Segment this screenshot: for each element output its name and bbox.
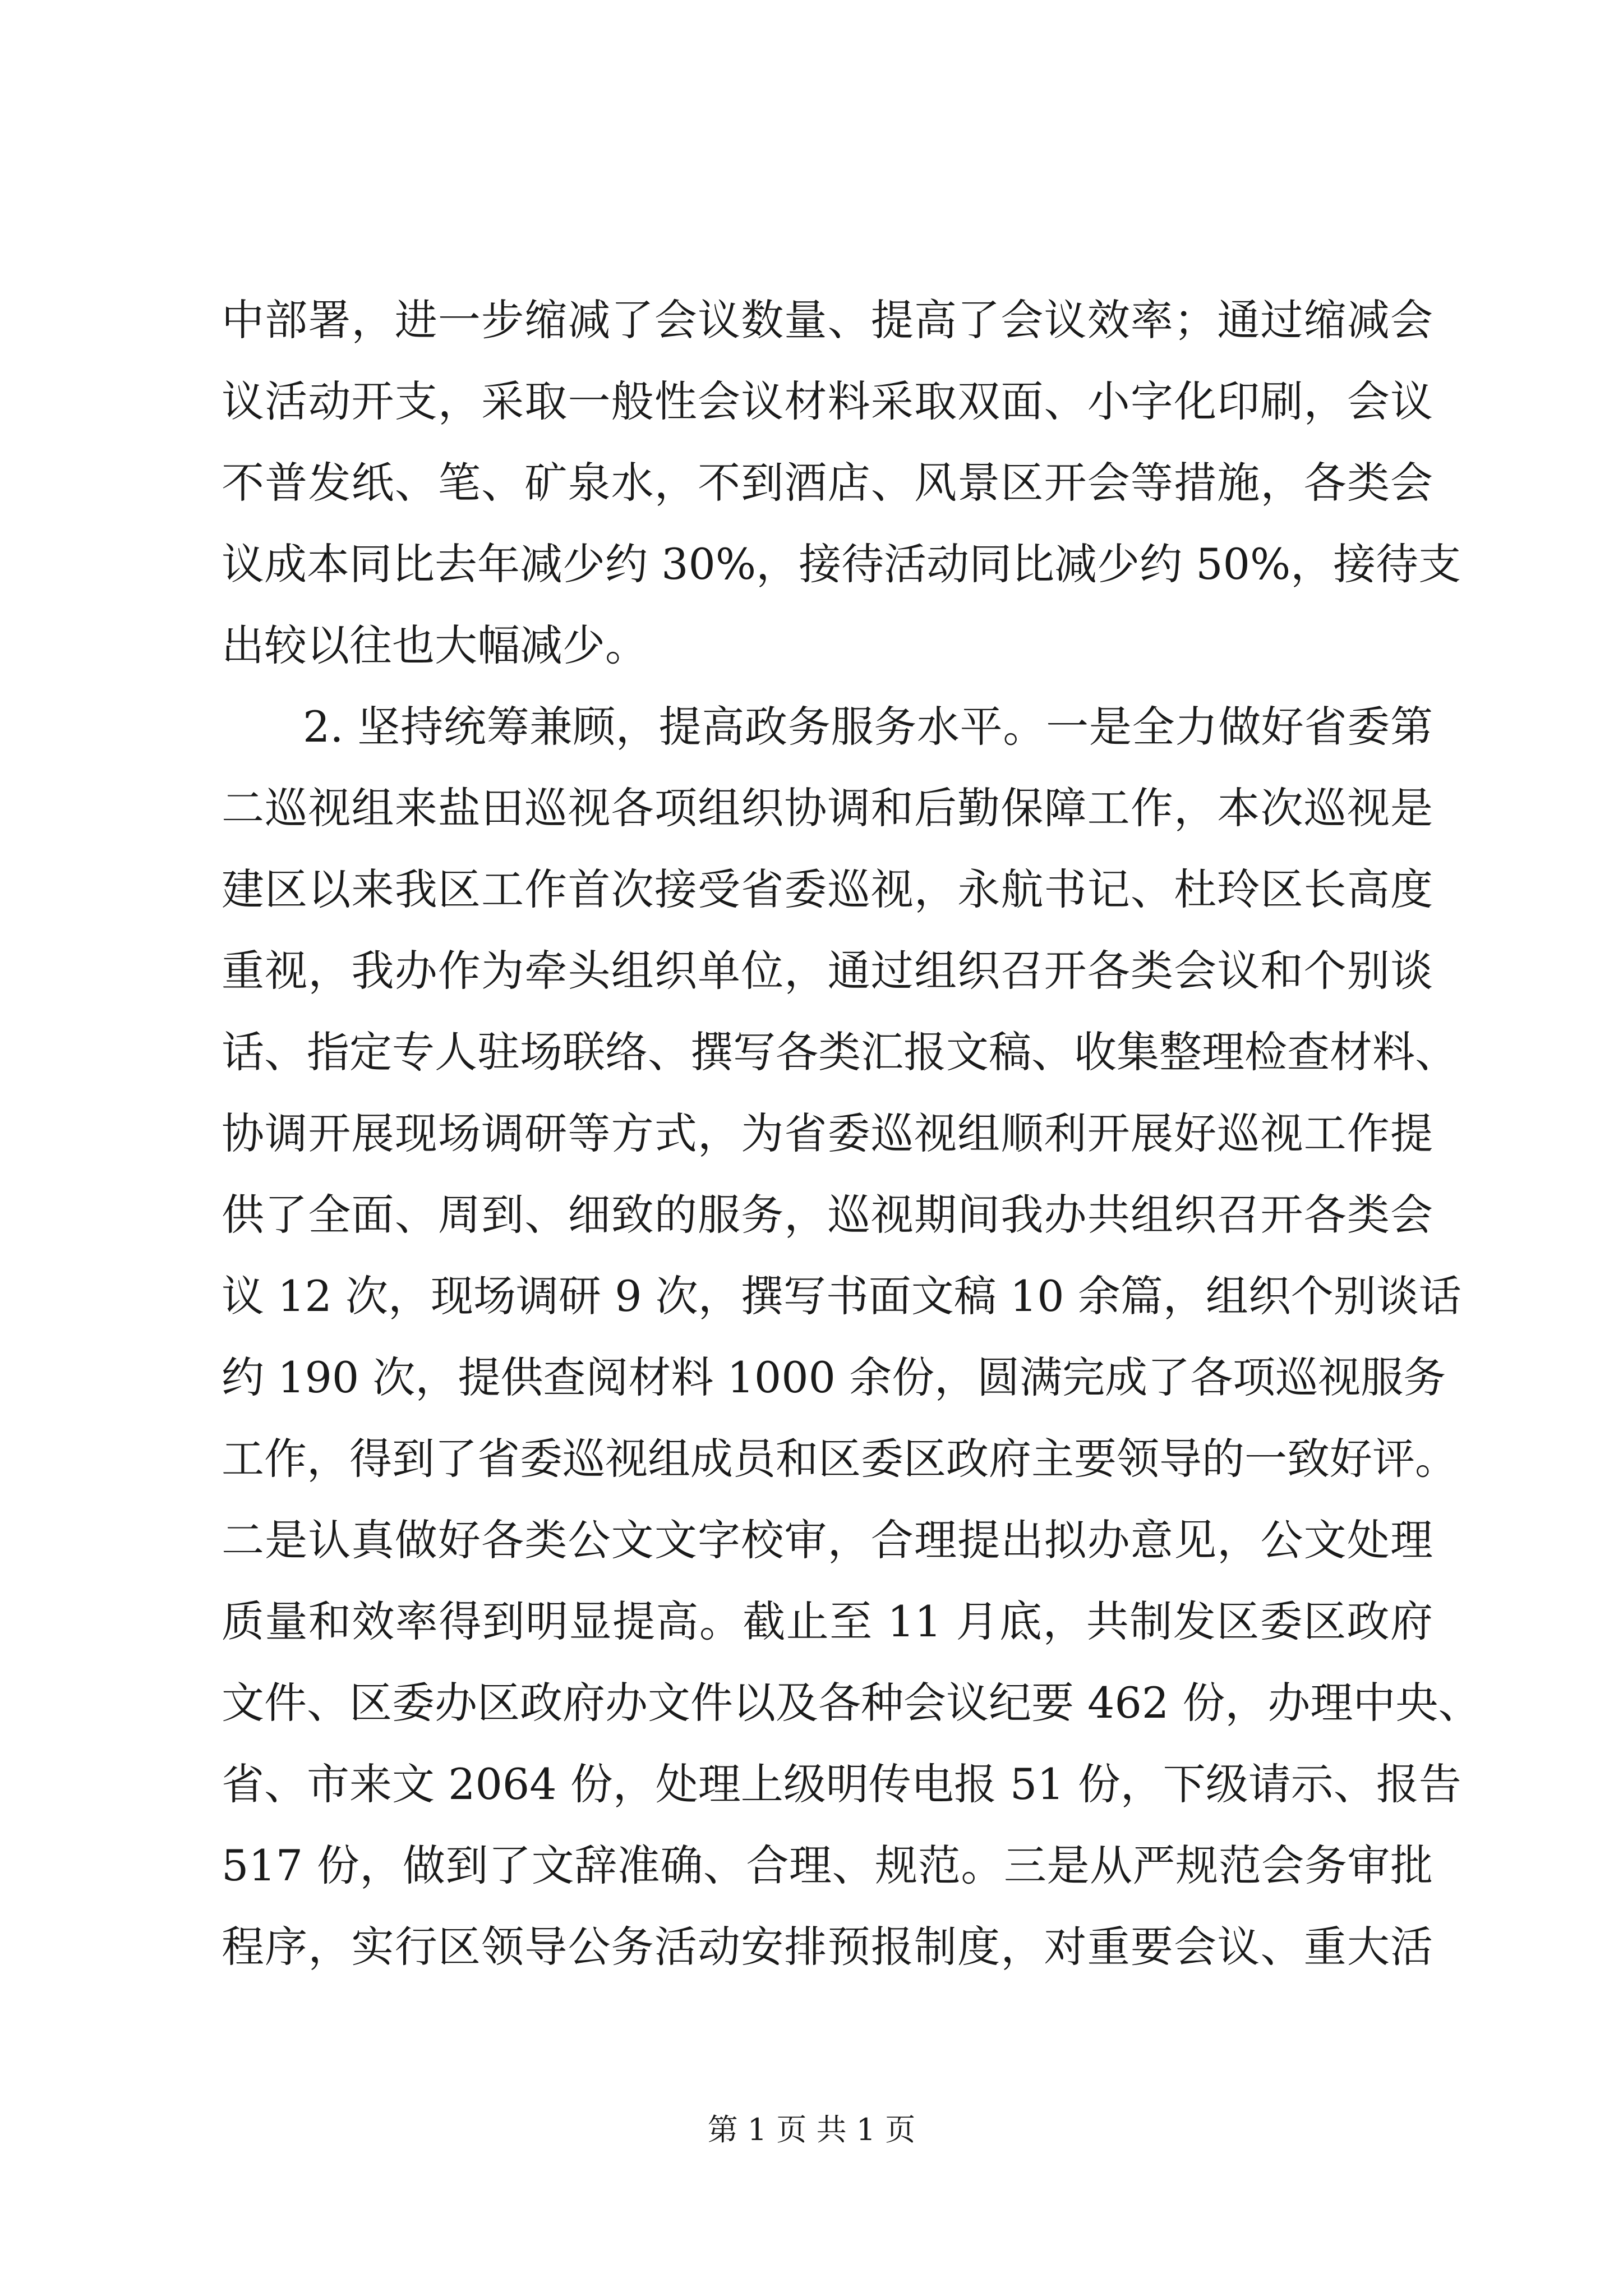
section-heading-line: 2. 坚持统筹兼顾，提高政务服务水平。一是全力做好省委第 — [303, 702, 1433, 752]
text-line: 二是认真做好各类公文文字校审，合理提出拟办意见，公文处理 — [222, 1515, 1433, 1565]
text-line: 质量和效率得到明显提高。截止至 11 月底，共制发区委区政府 — [222, 1596, 1433, 1646]
body-text — [222, 295, 1481, 2003]
text-line: 供了全面、周到、细致的服务，巡视期间我办共组织召开各类会 — [222, 1190, 1433, 1240]
text-line: 重视，我办作为牵头组织单位，通过组织召开各类会议和个别谈 — [222, 946, 1433, 996]
text-line: 议活动开支，采取一般性会议材料采取双面、小字化印刷，会议 — [222, 376, 1433, 426]
text-line: 建区以来我区工作首次接受省委巡视，永航书记、杜玲区长高度 — [222, 864, 1433, 914]
text-line: 文件、区委办区政府办文件以及各种会议纪要 462 份，办理中央、 — [222, 1678, 1481, 1728]
text-line: 约 190 次，提供查阅材料 1000 余份，圆满完成了各项巡视服务 — [222, 1352, 1446, 1402]
text-line: 议 12 次，现场调研 9 次，撰写书面文稿 10 余篇，组织个别谈话 — [222, 1271, 1461, 1321]
text-line: 二巡视组来盐田巡视各项组织协调和后勤保障工作，本次巡视是 — [222, 783, 1433, 833]
text-line: 517 份，做到了文辞准确、合理、规范。三是从严规范会务审批 — [222, 1841, 1433, 1890]
text-line: 工作，得到了省委巡视组成员和区委区政府主要领导的一致好评。 — [222, 1434, 1458, 1484]
page-footer: 第 1 页 共 1 页 — [707, 2112, 916, 2147]
text-line: 议成本同比去年减少约 30%，接待活动同比减少约 50%，接待支 — [222, 539, 1461, 589]
text-line: 出较以往也大幅减少。 — [222, 620, 648, 670]
text-line: 不普发纸、笔、矿泉水，不到酒店、风景区开会等措施，各类会 — [222, 458, 1433, 508]
text-line: 程序，实行区领导公务活动安排预报制度，对重要会议、重大活 — [222, 1922, 1433, 1972]
text-line: 省、市来文 2064 份，处理上级明传电报 51 份，下级请示、报告 — [222, 1759, 1461, 1809]
text-line: 话、指定专人驻场联络、撰写各类汇报文稿、收集整理检查材料、 — [222, 1027, 1458, 1077]
text-line: 协调开展现场调研等方式，为省委巡视组顺利开展好巡视工作提 — [222, 1108, 1433, 1158]
text-line: 中部署，进一步缩减了会议数量、提高了会议效率；通过缩减会 — [222, 295, 1433, 345]
